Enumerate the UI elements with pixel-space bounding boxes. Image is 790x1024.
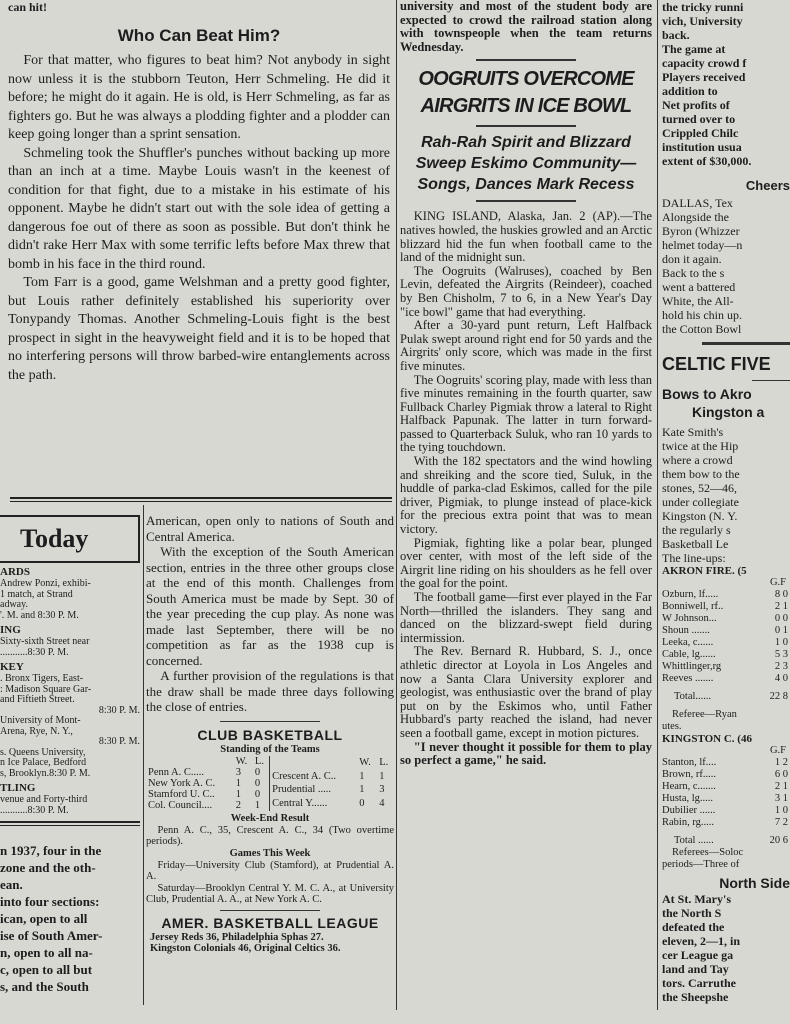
team-header bbox=[270, 756, 357, 770]
player-stats: 2 1 bbox=[774, 781, 788, 792]
subhead-line: Rah-Rah Spirit and Blizzard bbox=[421, 134, 631, 152]
standings-row bbox=[146, 789, 270, 800]
text-line: cer League ga bbox=[662, 948, 734, 962]
player-row bbox=[662, 757, 790, 769]
abl-result: Jersey Reds 36, Philadelphia Sphas 27. bbox=[150, 931, 324, 943]
divider bbox=[0, 825, 140, 826]
article-paragraph: The football game—first ever played in the Far North—thrilled the islanders. They sang and danced on the blizzard-swept field during intermission. bbox=[400, 590, 652, 645]
article-paragraph: Pigmiak, fighting like a polar bear, plunged over center, with most of the left side of the Airgrit line riding on his shoulders as he fell over the goal for the point. bbox=[400, 535, 652, 591]
divider bbox=[220, 721, 320, 722]
text-line: institution usua bbox=[662, 140, 742, 154]
divider bbox=[752, 380, 790, 381]
text-line: went a battered bbox=[662, 280, 736, 294]
article-paragraph: With the exception of the South American section, entries in the three other groups close at the end of this month. Challenges from South America must be made by Sept. 30 of the year preceding the cup play. As none was made last September, there will be no competition as far as the 1938 cup is concerned. bbox=[146, 544, 394, 668]
divider bbox=[702, 342, 790, 345]
game-item: Friday—University Club (Stamford), at Prudential A. A. bbox=[146, 859, 394, 882]
text-line: n, open to all na- bbox=[0, 945, 93, 960]
referee-line: periods—Three of bbox=[662, 859, 740, 870]
article-paragraph: The Oogruits' scoring play, made with less than five minutes remaining in the fourth quarter, saw Fullback Charley Pigmiak throw a lateral to Right Halfback Papunak. The latter in turn forward-passed to Quarterback Suluk, who ran 10 yards to the tying touchdown. bbox=[400, 372, 652, 455]
standings-left bbox=[146, 756, 270, 811]
player-name: Ozburn, lf..... bbox=[662, 589, 719, 600]
text-line: n 1937, four in the bbox=[0, 843, 102, 858]
headline bbox=[400, 66, 652, 120]
article-lead: can hit! bbox=[8, 0, 47, 14]
listing-line: Sixty-sixth Street near bbox=[0, 636, 90, 647]
losses: 1 bbox=[254, 799, 261, 811]
schmeling-louis-article bbox=[8, 0, 390, 385]
article-paragraph: Schmeling took the Shuffler's punches without backing up more than an inch at a time. Maybe Louis wasn't in the keenest of condition for that fight, due to a mistake in his estimate of his opponent. Maybe he didn't start out with the sole idea of getting a dangerous foe out of there as soon as possible. But don't think he didn't rake Herr Max with some terrific lefts before Max threw that bomb in his face in the third round. bbox=[8, 145, 390, 272]
standings-row bbox=[146, 767, 270, 778]
player-row bbox=[662, 805, 790, 817]
text-line: the Cotton Bowl bbox=[662, 322, 742, 336]
listing-line: adway. bbox=[0, 599, 28, 610]
player-row bbox=[662, 793, 790, 805]
player-name: Shoun ....... bbox=[662, 625, 710, 636]
player-row bbox=[662, 817, 790, 829]
cheers-heading: Cheers bbox=[745, 178, 790, 193]
player-name: Reeves ....... bbox=[662, 673, 714, 684]
player-name: Husta, lg..... bbox=[662, 793, 714, 804]
player-row bbox=[662, 769, 790, 781]
total-row bbox=[662, 691, 790, 703]
article-paragraph: The Rev. Bernard R. Hubbard, S. J., once athletic director at Loyola in Los Angeles and now a Santa Clara University explorer and geologist, was enthusiastic over the brand of play put on by the Eskimos who, until Father Hubbard's party reached the island, had never seen a football game, except in motion pictures. bbox=[400, 644, 652, 740]
column-divider bbox=[396, 0, 397, 1010]
player-row bbox=[662, 625, 790, 637]
listing-category: ING bbox=[0, 624, 21, 636]
column-header: G.F bbox=[769, 745, 786, 756]
subhead-line: Songs, Dances Mark Recess bbox=[417, 176, 635, 194]
abl-result: Kingston Colonials 46, Original Celtics 36. bbox=[150, 943, 341, 954]
divider bbox=[0, 821, 140, 823]
listing-line: 1 match, at Strand bbox=[0, 588, 73, 600]
standings-header bbox=[146, 756, 270, 767]
text-line: turned over to bbox=[662, 112, 736, 126]
akron-box-score bbox=[662, 565, 790, 703]
player-stats: 0 1 bbox=[774, 625, 788, 636]
text-line: Basketball Le bbox=[662, 537, 729, 551]
listing-line: Andrew Ponzi, exhibi- bbox=[0, 578, 91, 589]
player-row bbox=[662, 673, 790, 685]
wins: 1 bbox=[235, 777, 241, 789]
celtic-subhead: Bows to Akro bbox=[662, 386, 752, 402]
listing-line: n Ice Palace, Bedford bbox=[0, 757, 87, 768]
text-line: Back to the s bbox=[662, 266, 725, 280]
player-stats: 1 0 bbox=[774, 805, 788, 816]
column-divider bbox=[657, 0, 658, 1010]
text-line: Kate Smith's bbox=[662, 425, 724, 439]
referee-line: Referee—Ryan bbox=[672, 709, 737, 720]
text-line: Crippled Chilc bbox=[662, 126, 739, 140]
team-header bbox=[146, 756, 234, 767]
listing-line: ...........8:30 P. M. bbox=[0, 646, 69, 658]
right-column bbox=[662, 0, 790, 1004]
standings-header bbox=[270, 756, 394, 770]
listing-line: ...........8:30 P. M. bbox=[0, 804, 69, 816]
team-name: Col. Council.... bbox=[148, 799, 213, 811]
text-line: At St. Mary's bbox=[662, 892, 731, 906]
article-paragraph: After a 30-yard punt return, Left Halfback Pulak swept around right end for 50 yards and the Airgrits' only score, which was made in the first five minutes. bbox=[400, 318, 652, 373]
text-line: Alongside the bbox=[662, 210, 729, 224]
player-name: Cable, lg...... bbox=[662, 649, 716, 660]
text-line: hold his chin up. bbox=[662, 308, 742, 322]
headline-line: OOGRUITS OVERCOME bbox=[418, 68, 634, 91]
text-line: extent of $30,000. bbox=[662, 154, 752, 168]
text-line: capacity crowd f bbox=[662, 56, 747, 70]
listing-line: s. Queens University, bbox=[0, 746, 86, 758]
divider bbox=[10, 501, 392, 502]
abl-title: AMER. BASKETBALL LEAGUE bbox=[161, 914, 379, 931]
player-row bbox=[662, 613, 790, 625]
listing-category: TLING bbox=[0, 782, 36, 794]
wins: 3 bbox=[235, 766, 241, 778]
player-row bbox=[662, 781, 790, 793]
losses: 1 bbox=[379, 770, 385, 782]
text-line: where a crowd bbox=[662, 453, 733, 467]
celtic-subhead: Kingston a bbox=[692, 404, 765, 420]
column-header: G.F bbox=[769, 577, 786, 588]
total-row bbox=[662, 835, 790, 847]
total-value: 22 8 bbox=[769, 691, 788, 702]
text-line: addition to bbox=[662, 84, 718, 98]
club-basketball-title: CLUB BASKETBALL bbox=[197, 726, 343, 743]
cup-and-basketball-column bbox=[146, 513, 394, 955]
wins: 1 bbox=[235, 788, 241, 800]
standings bbox=[146, 756, 394, 811]
player-stats: 0 0 bbox=[774, 613, 788, 624]
text-line: twice at the Hip bbox=[662, 439, 739, 453]
article-paragraph: American, open only to nations of South and Central America. bbox=[146, 513, 394, 544]
losses-header: L. bbox=[254, 755, 264, 767]
article-paragraph: Tom Farr is a good, game Welshman and a pretty good fighter, but Louis rather definitely established his superiority over Tonypandy Thomas. Another Schmeling-Louis fight is the best prospect in sight in the heavyweight field and it is to be hoped that no interfering persons will throw barbed-wire entanglements across the path. bbox=[8, 275, 390, 383]
text-line: White, the All- bbox=[662, 294, 734, 308]
text-line: vich, University bbox=[662, 14, 743, 28]
text-line: eleven, 2—1, in bbox=[662, 934, 740, 948]
player-name: Dubilier ...... bbox=[662, 805, 716, 816]
listing-line: '. M. and 8:30 P. M. bbox=[0, 609, 79, 621]
celtic-headline: CELTIC FIVE bbox=[662, 354, 771, 374]
team-name: Central Y...... bbox=[272, 798, 328, 810]
text-line: Players received bbox=[662, 70, 746, 84]
article-paragraph: A further provision of the regulations is that the draw shall be made three days following the close of entries. bbox=[146, 668, 394, 714]
today-listings bbox=[0, 505, 140, 995]
listing-line: 8:30 P. M. bbox=[98, 704, 140, 716]
text-line: the Sheepshe bbox=[662, 990, 729, 1004]
text-line: ise of South Amer- bbox=[0, 928, 103, 943]
subheadline bbox=[400, 132, 652, 195]
wins: 0 bbox=[359, 798, 365, 810]
listing-line: 8:30 P. M. bbox=[98, 736, 140, 747]
text-line: c, open to all but bbox=[0, 962, 93, 977]
today-title: Today bbox=[0, 515, 140, 563]
player-name: W Johnson... bbox=[662, 613, 717, 624]
listing-line: . Bronx Tigers, East- bbox=[0, 673, 84, 684]
text-line: them bow to the bbox=[662, 467, 740, 481]
standings-row bbox=[270, 783, 394, 797]
listing-line: University of Mont- bbox=[0, 715, 81, 726]
article-paragraph: For that matter, who figures to beat him? Not anybody in sight now unless it is the stubborn Teuton, Herr Schmeling. He did it before; he might do it again. He is old, is Herr Schmeling, as far as fighters go. But he was always a plodding fighter and a plodder can keep going longer than a sprint sensation. bbox=[8, 53, 390, 142]
article-paragraph: With the 182 spectators and the wind howling and shreiking and the score tied, Suluk, in the huddle of parka-clad Eskimos, called for the pile driver, Pigmiak, to plunge instead of place-kick for the precious extra point that was to mean victory. bbox=[400, 454, 652, 537]
text-line: into four sections: bbox=[0, 894, 100, 909]
wins-header: W. bbox=[235, 755, 248, 767]
player-name: Rabin, rg..... bbox=[662, 817, 715, 828]
listing-line: Arena, Rye, N. Y., bbox=[0, 725, 73, 737]
article-paragraph: KING ISLAND, Alaska, Jan. 2 (AP).—The natives howled, the huskies growled and an Arctic blizzard hid the fun when football came to the land of the midnight sun. bbox=[400, 209, 652, 265]
referee-line: Referees—Soloc bbox=[672, 847, 744, 858]
article-paragraph: The Oogruits (Walruses), coached by Ben Levin, defeated the Airgrits (Reindeer), coached by Ben Chisholm, 7 to 6, in a New Year's Day "ice bowl" game that had everything. bbox=[400, 263, 652, 319]
player-stats: 2 1 bbox=[774, 601, 788, 612]
subhead-line: Sweep Eskimo Community— bbox=[415, 155, 637, 173]
referee-line: utes. bbox=[662, 721, 682, 732]
text-line: Kingston (N. Y. bbox=[662, 509, 738, 523]
listing-category: ARDS bbox=[0, 566, 30, 578]
losses: 4 bbox=[379, 798, 385, 810]
player-stats: 3 1 bbox=[774, 793, 788, 804]
standings-row bbox=[270, 797, 394, 811]
result-title: Week-End Result bbox=[230, 812, 310, 824]
total-label: Total...... bbox=[674, 691, 712, 702]
wins: 2 bbox=[235, 799, 241, 811]
wins: 1 bbox=[359, 770, 365, 782]
text-line: helmet today—n bbox=[662, 238, 743, 252]
losses: 0 bbox=[254, 766, 261, 778]
player-row bbox=[662, 649, 790, 661]
player-name: Stanton, lf.... bbox=[662, 757, 717, 768]
player-stats: 6 0 bbox=[774, 769, 788, 780]
divider bbox=[476, 59, 576, 61]
text-line: Net profits of bbox=[662, 98, 730, 112]
result-text: Penn A. C., 35, Crescent A. C., 34 (Two overtime periods). bbox=[146, 824, 394, 847]
text-line: ican, open to all bbox=[0, 911, 88, 926]
team-title: KINGSTON C. (46 bbox=[662, 733, 752, 745]
player-name: Brown, rf..... bbox=[662, 769, 716, 780]
article-heading: Who Can Beat Him? bbox=[117, 26, 281, 45]
text-line: the tricky runni bbox=[662, 0, 744, 14]
player-stats: 1 0 bbox=[774, 637, 788, 648]
team-name: Prudential ..... bbox=[272, 784, 332, 796]
text-line: under collegiate bbox=[662, 495, 739, 509]
text-line: Byron (Whizzer bbox=[662, 224, 740, 238]
standings-row bbox=[146, 800, 270, 811]
text-line: The game at bbox=[662, 42, 726, 56]
player-row bbox=[662, 661, 790, 673]
losses: 0 bbox=[254, 777, 261, 789]
text-line: s, and the South bbox=[0, 979, 89, 994]
text-line: stones, 52—46, bbox=[662, 481, 737, 495]
standings-right bbox=[270, 756, 394, 811]
text-line: land and Tay bbox=[662, 962, 729, 976]
player-stats: 8 0 bbox=[774, 589, 788, 600]
text-line: back. bbox=[662, 28, 690, 42]
divider bbox=[10, 497, 392, 499]
game-item: Saturday—Brooklyn Central Y. M. C. A., at University Club, Prudential A. A., at New York A. C. bbox=[146, 882, 394, 905]
total-label: Total ...... bbox=[674, 835, 714, 846]
player-stats: 7 2 bbox=[774, 817, 788, 828]
player-name: Whittlinger,rg bbox=[662, 661, 722, 672]
wins: 1 bbox=[359, 784, 365, 796]
player-row bbox=[662, 637, 790, 649]
team-name: New York A. C. bbox=[148, 777, 216, 789]
player-name: Bonniwell, rf.. bbox=[662, 601, 724, 612]
player-stats: 1 2 bbox=[774, 757, 788, 768]
text-line: The line-ups: bbox=[662, 551, 726, 565]
team-name: Penn A. C..... bbox=[148, 766, 205, 778]
player-stats: 4 0 bbox=[774, 673, 788, 684]
standing-title: Standing of the Teams bbox=[220, 743, 320, 755]
text-line: the regularly s bbox=[662, 523, 731, 537]
player-name: Hearn, c....... bbox=[662, 781, 716, 792]
divider bbox=[476, 200, 576, 202]
text-line: the North S bbox=[662, 906, 722, 920]
divider bbox=[220, 910, 320, 911]
team-title: AKRON FIRE. (5 bbox=[662, 565, 747, 577]
headline-line: AIRGRITS IN ICE BOWL bbox=[420, 95, 632, 118]
standings-row bbox=[146, 778, 270, 789]
listing-category: KEY bbox=[0, 661, 24, 673]
losses: 0 bbox=[254, 788, 261, 800]
text-line: don it again. bbox=[662, 252, 722, 266]
losses-header: L. bbox=[379, 756, 389, 768]
today-bottom-text bbox=[0, 842, 140, 995]
listing-line: venue and Forty-third bbox=[0, 794, 88, 805]
player-row bbox=[662, 589, 790, 601]
article-paragraph: "I never thought it possible for them to play so perfect a game," he said. bbox=[400, 739, 652, 768]
total-value: 20 6 bbox=[769, 835, 788, 846]
column-divider bbox=[143, 505, 144, 1005]
text-line: DALLAS, Tex bbox=[662, 196, 733, 210]
listing-line: and Fiftieth Street. bbox=[0, 694, 75, 705]
today-sections bbox=[0, 566, 140, 816]
text-line: defeated the bbox=[662, 920, 725, 934]
games-title: Games This Week bbox=[229, 847, 311, 859]
kingston-box-score bbox=[662, 733, 790, 847]
divider bbox=[476, 125, 576, 127]
listing-line: : Madison Square Gar- bbox=[0, 683, 92, 695]
listing-line: s, Brooklyn.8:30 P. M. bbox=[0, 767, 91, 779]
ice-bowl-article bbox=[400, 0, 652, 768]
text-line: tors. Carruthe bbox=[662, 976, 736, 990]
wins-header: W. bbox=[359, 756, 371, 768]
top-text: university and most of the student body are expected to crowd the railroad station along with townspeople when the team returns Wednesday. bbox=[400, 0, 652, 54]
team-name: Stamford U. C.. bbox=[148, 788, 215, 800]
standings-row bbox=[270, 769, 394, 783]
north-side-heading: North Side bbox=[719, 875, 790, 891]
player-stats: 2 3 bbox=[774, 661, 788, 672]
losses: 3 bbox=[379, 784, 385, 796]
player-stats: 5 3 bbox=[774, 649, 788, 660]
player-row bbox=[662, 601, 790, 613]
text-line: zone and the oth- bbox=[0, 860, 96, 875]
player-name: Leeka, c...... bbox=[662, 637, 714, 648]
team-name: Crescent A. C.. bbox=[272, 770, 336, 782]
text-line: ean. bbox=[0, 877, 23, 892]
